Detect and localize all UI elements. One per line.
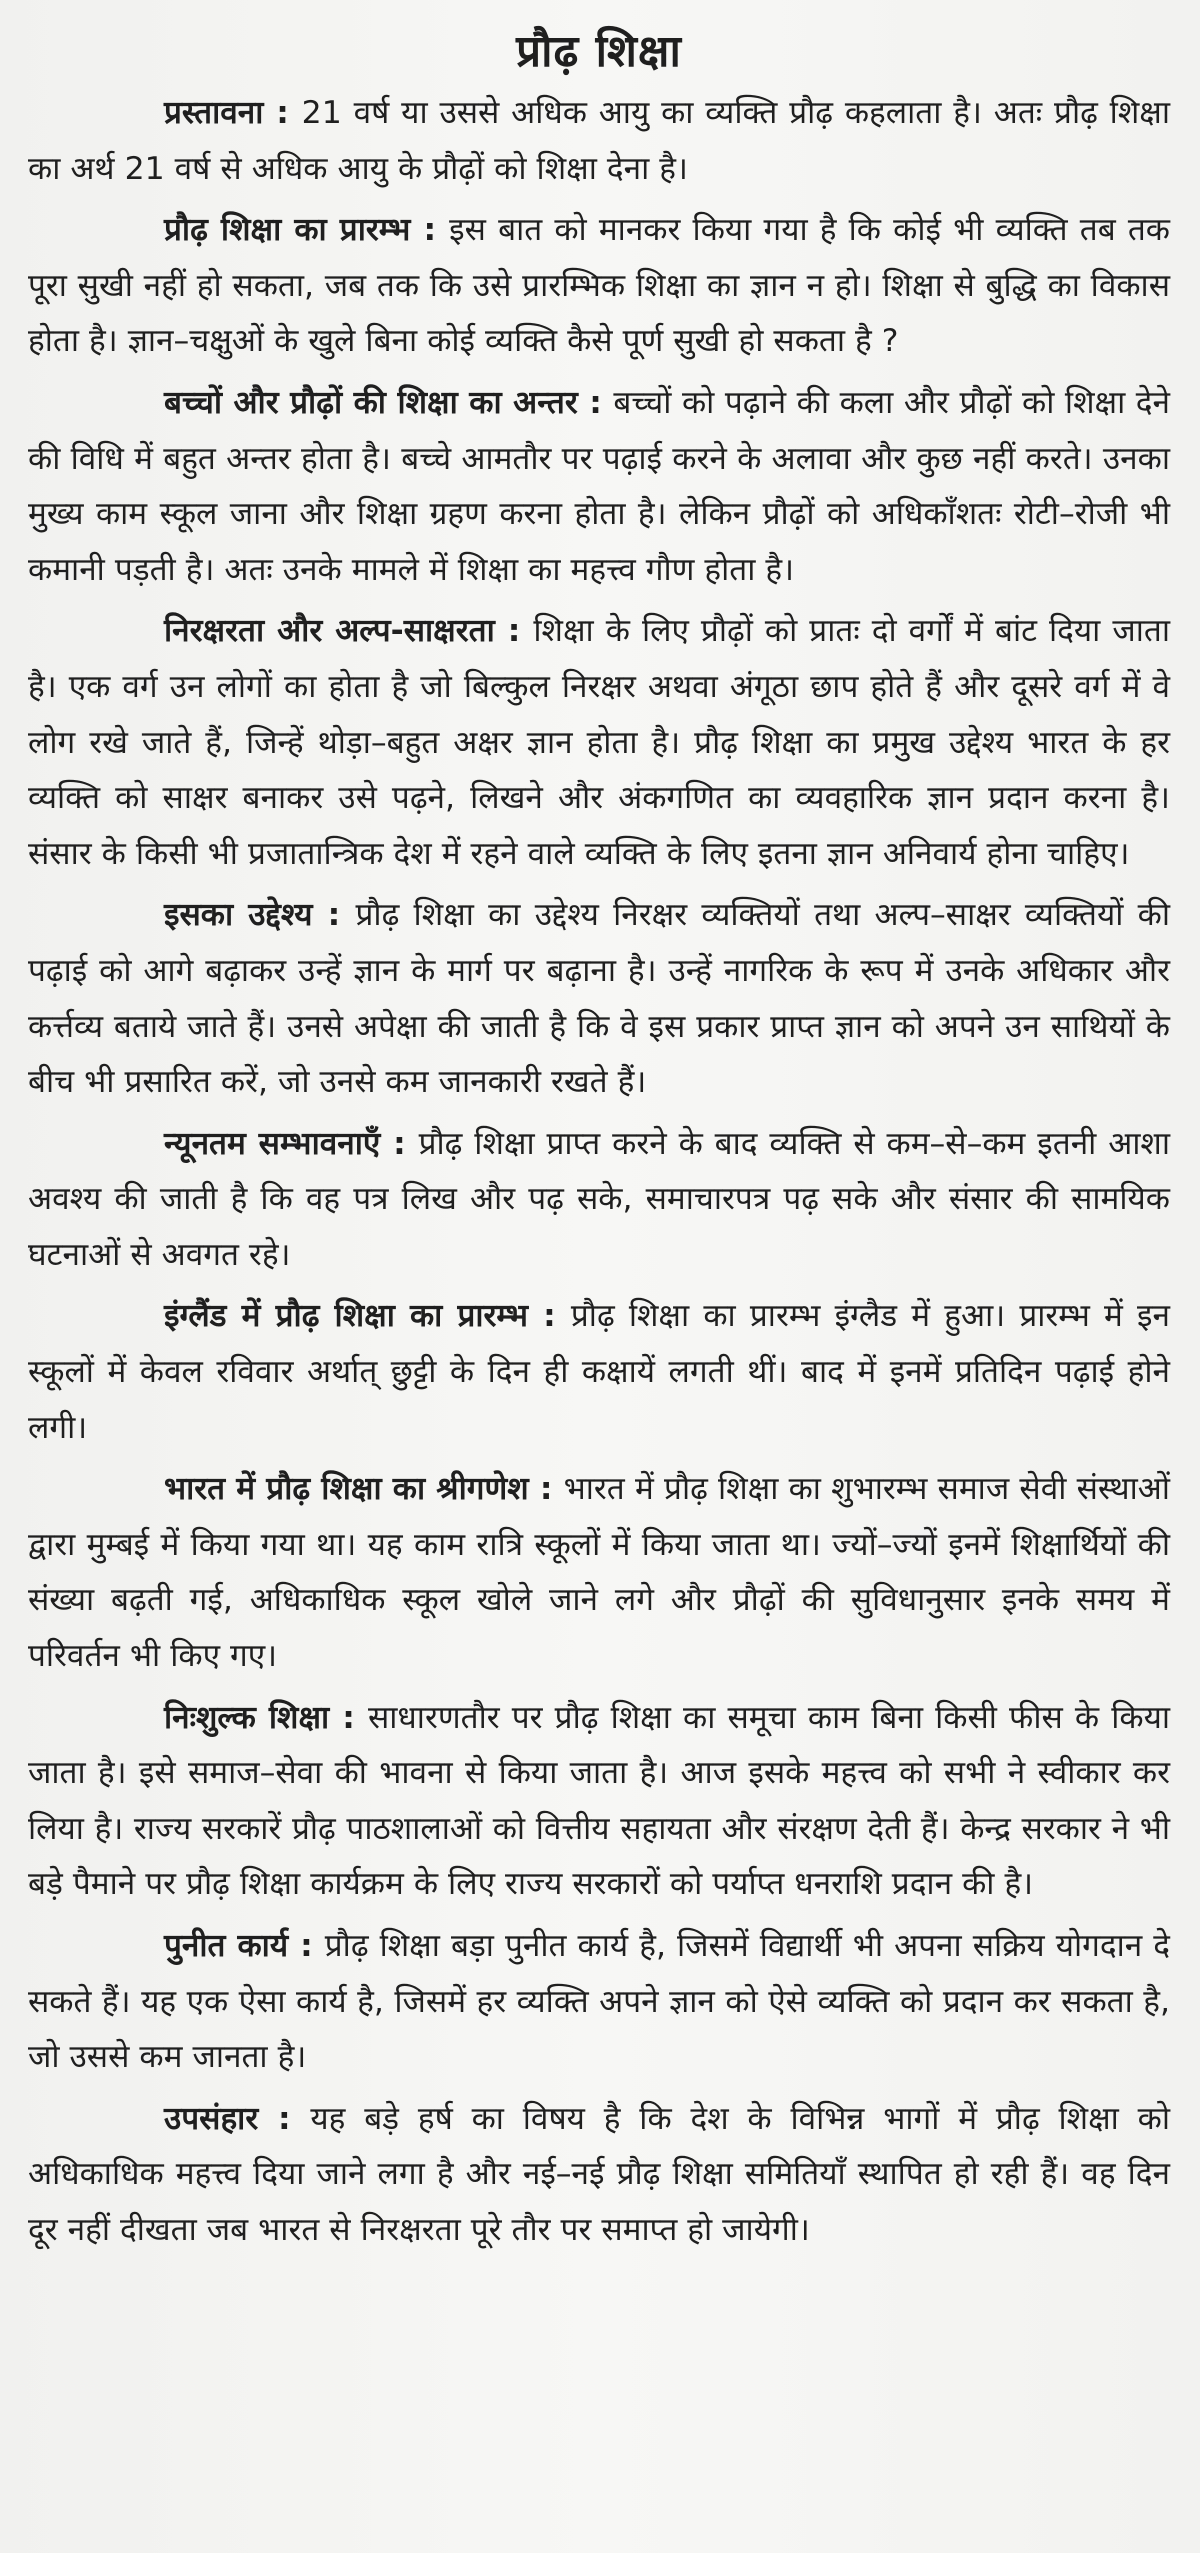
section-antar: बच्चों और प्रौढ़ों की शिक्षा का अन्तर : बच्चों को पढ़ाने की कला और प्रौढ़ों को शिक्षा देने की विधि में बहुत अन्तर होता है। बच्चे आमतौर पर पढ़ाई करने के अलावा और कुछ नहीं करते। उनका मुख्य काम स्कूल जाना और शिक्षा ग्रहण करना होता है। लेकिन प्रौढ़ों को अधिकाँशतः रोटी–रोजी भी कमानी पड़ती है। अतः उनके मामले में शिक्षा का महत्त्व गौण होता है। [28,384,1170,588]
section-niraksharta: निरक्षरता और अल्प-साक्षरता : शिक्षा के लिए प्रौढ़ों को प्रातः दो वर्गों में बांट दिया जाता है। एक वर्ग उन लोगों का होता है जो बिल्कुल निरक्षर अथवा अंगूठा छाप होते हैं और दूसरे वर्ग में वे लोग रखे जाते हैं, जिन्हें थोड़ा–बहुत अक्षर ज्ञान होता है। प्रौढ़ शिक्षा का प्रमुख उद्देश्य भारत के हर व्यक्ति को साक्षर बनाकर उसे पढ़ने, लिखने और अंकगणित का व्यवहारिक ज्ञान प्रदान करना है। संसार के किसी भी प्रजातान्त्रिक देश में रहने वाले व्यक्ति के लिए इतना ज्ञान अनिवार्य होना चाहिए। [28,613,1171,872]
section-prarambh: प्रौढ़ शिक्षा का प्रारम्भ : इस बात को मानकर किया गया है कि कोई भी व्यक्ति तब तक पूरा सुखी नहीं हो सकता, जब तक कि उसे प्रारम्भिक शिक्षा का ज्ञान न हो। शिक्षा से बुद्धि का विकास होता है। ज्ञान–चक्षुओं के खुले बिना कोई व्यक्ति कैसे पूर्ण सुखी हो सकता है ? [28,212,1170,360]
section-heading: इसका उद्देश्य [164,897,313,934]
section-heading: न्यूनतम सम्भावनाएँ [164,1125,381,1162]
page-title: प्रौढ़ शिक्षा [516,26,682,77]
section-text: प्रौढ़ शिक्षा प्राप्त करने के बाद व्यक्ति से कम–से–कम इतनी आशा अवश्य की जाती है कि वह पत्र लिख और पढ़ सके, समाचारपत्र पढ़ सके और संसार की सामयिक घटनाओं से अवगत रहे। [28,1125,1170,1273]
section-bharat: भारत में प्रौढ़ शिक्षा का श्रीगणेश : भारत में प्रौढ़ शिक्षा का शुभारम्भ समाज सेवी संस्थाओं द्वारा मुम्बई में किया गया था। यह काम रात्रि स्कूलों में किया जाता था। ज्यों–ज्यों इनमें शिक्षार्थियों की संख्या बढ़ती गई, अधिकाधिक स्कूल खोले जाने लगे और प्रौढ़ों की सुविधानुसार इनके समय में परिवर्तन भी किए गए। [28,1471,1171,1675]
section-heading: पुनीत कार्य [164,1928,289,1964]
section-sambhavnaen: न्यूनतम सम्भावनाएँ : प्रौढ़ शिक्षा प्राप्त करने के बाद व्यक्ति से कम–से–कम इतनी आशा अवश्य की जाती है कि वह पत्र लिख और पढ़ सके, समाचारपत्र पढ़ सके और संसार की सामयिक घटनाओं से अवगत रहे। [28,1125,1170,1273]
section-text: प्रौढ़ शिक्षा का प्रारम्भ इंग्लैड में हुआ। प्रारम्भ में इन स्कूलों में केवल रविवार अर्थात् छुट्टी के दिन ही कक्षायें लगती थीं। बाद में इनमें प्रतिदिन पढ़ाई होने लगी। [28,1298,1170,1446]
section-heading: प्रौढ़ शिक्षा का प्रारम्भ [164,212,411,249]
section-uddeshya: इसका उद्देश्य : प्रौढ़ शिक्षा का उद्देश्य निरक्षर व्यक्तियों तथा अल्प–साक्षर व्यक्तियों की पढ़ाई को आगे बढ़ाकर उन्हें ज्ञान के मार्ग पर बढ़ाना है। उन्हें नागरिक के रूप में उनके अधिकार और कर्त्तव्य बताये जाते हैं। उनसे अपेक्षा की जाती है कि वे इस प्रकार प्राप्त ज्ञान को अपने उन साथियों के बीच भी प्रसारित करें, जो उनसे कम जानकारी रखते हैं। [28,897,1170,1101]
section-heading: इंग्लैंड में प्रौढ़ शिक्षा का प्रारम्भ [164,1298,529,1335]
section-text: शिक्षा के लिए प्रौढ़ों को प्रातः दो वर्गों में बांट दिया जाता है। एक वर्ग उन लोगों का होता है जो बिल्कुल निरक्षर अथवा अंगूठा छाप होते हैं और दूसरे वर्ग में वे लोग रखे जाते हैं, जिन्हें थोड़ा–बहुत अक्षर ज्ञान होता है। प्रौढ़ शिक्षा का प्रमुख उद्देश्य भारत के हर व्यक्ति को साक्षर बनाकर उसे पढ़ने, लिखने और अंकगणित का व्यवहारिक ज्ञान प्रदान करना है। संसार के किसी भी प्रजातान्त्रिक देश में रहने वाले व्यक्ति के लिए इतना ज्ञान अनिवार्य होना चाहिए। [28,613,1171,872]
section-puneet: पुनीत कार्य : प्रौढ़ शिक्षा बड़ा पुनीत कार्य है, जिसमें विद्यार्थी भी अपना सक्रिय योगदान दे सकते हैं। यह एक ऐसा कार्य है, जिसमें हर व्यक्ति अपने ज्ञान को ऐसे व्यक्ति को प्रदान कर सकता है, जो उससे कम जानता है। [28,1928,1171,2076]
section-heading: निरक्षरता और अल्प-साक्षरता [164,613,495,650]
section-england: इंग्लैंड में प्रौढ़ शिक्षा का प्रारम्भ : प्रौढ़ शिक्षा का प्रारम्भ इंग्लैड में हुआ। प्रारम्भ में इन स्कूलों में केवल रविवार अर्थात् छुट्टी के दिन ही कक्षायें लगती थीं। बाद में इनमें प्रतिदिन पढ़ाई होने लगी। [28,1298,1170,1446]
section-nishulk: निःशुल्क शिक्षा : साधारणतौर पर प्रौढ़ शिक्षा का समूचा काम बिना किसी फीस के किया जाता है। इसे समाज–सेवा की भावना से किया जाता है। आज इसके महत्त्व को सभी ने स्वीकार कर लिया है। राज्य सरकारें प्रौढ़ पाठशालाओं को वित्तीय सहायता और संरक्षण देती हैं। केन्द्र सरकार ने भी बड़े पैमाने पर प्रौढ़ शिक्षा कार्यक्रम के लिए राज्य सरकारों को पर्याप्त धनराशि प्रदान की है। [28,1699,1171,1903]
section-heading: उपसंहार [164,2100,259,2137]
section-text: भारत में प्रौढ़ शिक्षा का शुभारम्भ समाज सेवी संस्थाओं द्वारा मुम्बई में किया गया था। यह काम रात्रि स्कूलों में किया जाता था। ज्यों–ज्यों इनमें शिक्षार्थियों की संख्या बढ़ती गई, अधिकाधिक स्कूल खोले जाने लगे और प्रौढ़ों की सुविधानुसार इनके समय में परिवर्तन भी किए गए। [28,1471,1171,1675]
section-text: बच्चों को पढ़ाने की कला और प्रौढ़ों को शिक्षा देने की विधि में बहुत अन्तर होता है। बच्चे आमतौर पर पढ़ाई करने के अलावा और कुछ नहीं करते। उनका मुख्य काम स्कूल जाना और शिक्षा ग्रहण करना होता है। लेकिन प्रौढ़ों को अधिकाँशतः रोटी–रोजी भी कमानी पड़ती है। अतः उनके मामले में शिक्षा का महत्त्व गौण होता है। [28,384,1170,588]
section-text: प्रौढ़ शिक्षा बड़ा पुनीत कार्य है, जिसमें विद्यार्थी भी अपना सक्रिय योगदान दे सकते हैं। यह एक ऐसा कार्य है, जिसमें हर व्यक्ति अपने ज्ञान को ऐसे व्यक्ति को प्रदान कर सकता है, जो उससे कम जानता है। [28,1928,1171,2076]
section-heading: निःशुल्क शिक्षा [164,1699,330,1736]
section-text: इस बात को मानकर किया गया है कि कोई भी व्यक्ति तब तक पूरा सुखी नहीं हो सकता, जब तक कि उसे प्रारम्भिक शिक्षा का ज्ञान न हो। शिक्षा से बुद्धि का विकास होता है। ज्ञान–चक्षुओं के खुले बिना कोई व्यक्ति कैसे पूर्ण सुखी हो सकता है ? [28,212,1170,360]
section-text: साधारणतौर पर प्रौढ़ शिक्षा का समूचा काम बिना किसी फीस के किया जाता है। इसे समाज–सेवा की भावना से किया जाता है। आज इसके महत्त्व को सभी ने स्वीकार कर लिया है। राज्य सरकारें प्रौढ़ पाठशालाओं को वित्तीय सहायता और संरक्षण देती हैं। केन्द्र सरकार ने भी बड़े पैमाने पर प्रौढ़ शिक्षा कार्यक्रम के लिए राज्य सरकारों को पर्याप्त धनराशि प्रदान की है। [28,1699,1171,1903]
section-text: यह बड़े हर्ष का विषय है कि देश के विभिन्न भागों में प्रौढ़ शिक्षा को अधिकाधिक महत्त्व दिया जाने लगा है और नई–नई प्रौढ़ शिक्षा समितियाँ स्थापित हो रही हैं। वह दिन दूर नहीं दीखता जब भारत से निरक्षरता पूरे तौर पर समाप्त हो जायेगी। [28,2100,1171,2248]
section-upsanhar: उपसंहार : यह बड़े हर्ष का विषय है कि देश के विभिन्न भागों में प्रौढ़ शिक्षा को अधिकाधिक महत्त्व दिया जाने लगा है और नई–नई प्रौढ़ शिक्षा समितियाँ स्थापित हो रही हैं। वह दिन दूर नहीं दीखता जब भारत से निरक्षरता पूरे तौर पर समाप्त हो जायेगी। [28,2100,1171,2248]
section-text: 21 वर्ष या उससे अधिक आयु का व्यक्ति प्रौढ़ कहलाता है। अतः प्रौढ़ शिक्षा का अर्थ 21 वर्ष से अधिक आयु के प्रौढ़ों को शिक्षा देना है। [28,95,1171,187]
section-prastavana: प्रस्तावना : 21 वर्ष या उससे अधिक आयु का व्यक्ति प्रौढ़ कहलाता है। अतः प्रौढ़ शिक्षा का अर्थ 21 वर्ष से अधिक आयु के प्रौढ़ों को शिक्षा देना है। [28,95,1171,187]
section-heading: प्रस्तावना [164,95,264,131]
section-heading: बच्चों और प्रौढ़ों की शिक्षा का अन्तर [164,384,578,421]
section-heading: भारत में प्रौढ़ शिक्षा का श्रीगणेश [164,1471,529,1508]
section-text: प्रौढ़ शिक्षा का उद्देश्य निरक्षर व्यक्तियों तथा अल्प–साक्षर व्यक्तियों की पढ़ाई को आगे बढ़ाकर उन्हें ज्ञान के मार्ग पर बढ़ाना है। उन्हें नागरिक के रूप में उनके अधिकार और कर्त्तव्य बताये जाते हैं। उनसे अपेक्षा की जाती है कि वे इस प्रकार प्राप्त ज्ञान को अपने उन साथियों के बीच भी प्रसारित करें, जो उनसे कम जानकारी रखते हैं। [28,897,1170,1101]
